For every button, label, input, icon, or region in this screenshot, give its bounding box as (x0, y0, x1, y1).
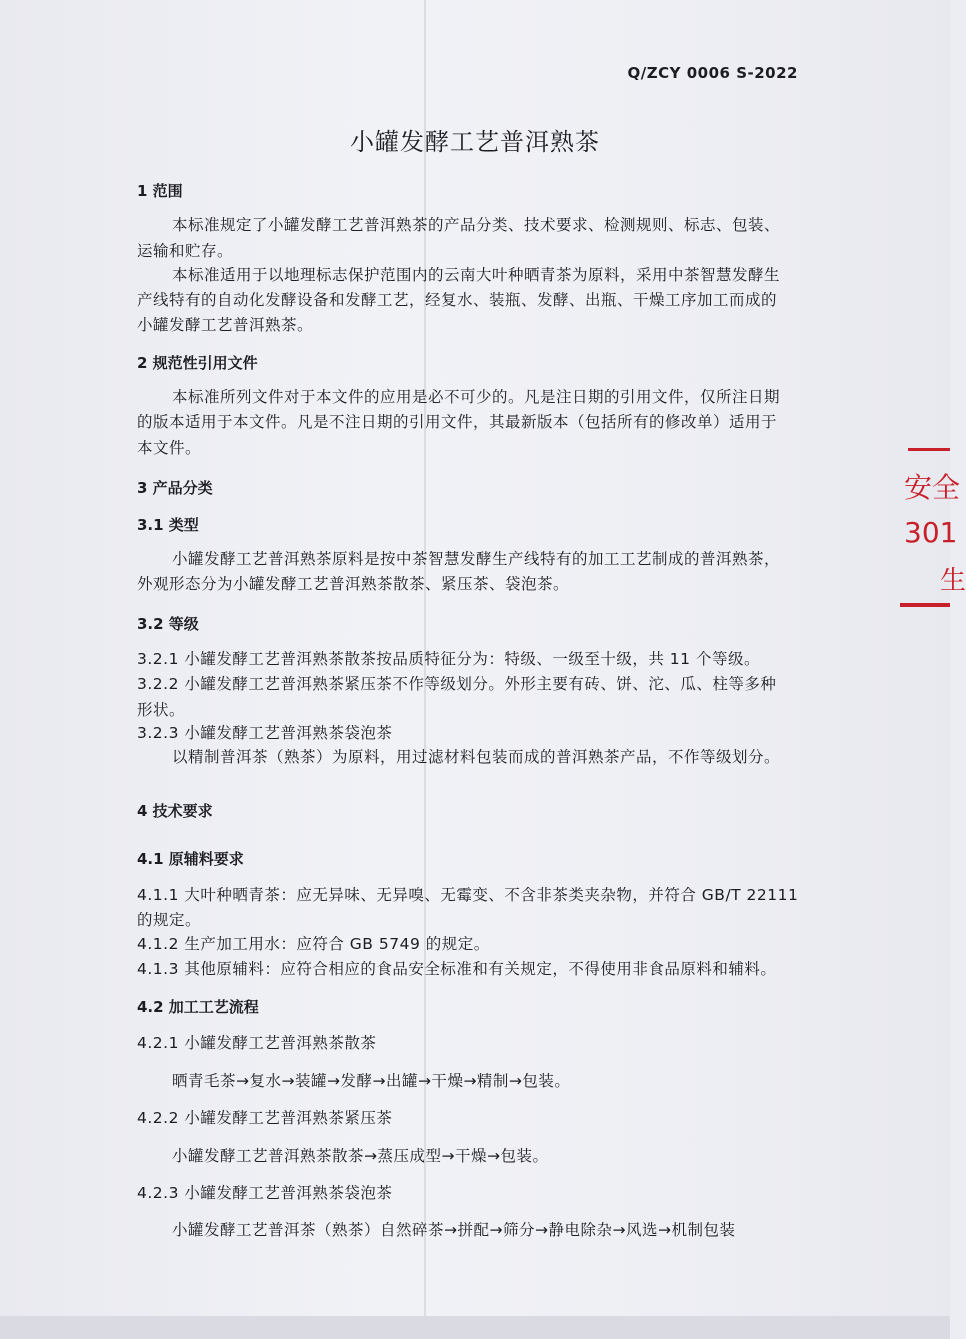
stamp-border-bottom (900, 603, 950, 607)
clause-3-2-3: 3.2.3 小罐发酵工艺普洱熟茶袋泡茶 (137, 724, 393, 742)
clause-4-2-1: 4.2.1 小罐发酵工艺普洱熟茶散茶 (137, 1034, 377, 1052)
paragraph-line: 形状。 (137, 701, 186, 719)
section-3-heading: 3 产品分类 (137, 479, 213, 497)
clause-4-1-2: 4.1.2 生产加工用水：应符合 GB 5749 的规定。 (137, 935, 490, 953)
section-4-heading: 4 技术要求 (137, 802, 213, 820)
paragraph-line: 本标准规定了小罐发酵工艺普洱熟茶的产品分类、技术要求、检测规则、标志、包装、 (172, 216, 781, 234)
process-flow: 小罐发酵工艺普洱茶（熟茶）自然碎茶→拼配→筛分→静电除杂→风选→机制包装 (172, 1221, 736, 1239)
clause-4-2-3: 4.2.3 小罐发酵工艺普洱熟茶袋泡茶 (137, 1184, 393, 1202)
section-1-heading: 1 范围 (137, 182, 183, 200)
clause-4-1-1: 4.1.1 大叶种晒青茶：应无异味、无异嗅、无霉变、不含非茶类夹杂物，并符合 GB/T 22111 (137, 886, 799, 904)
subsection-4-1-heading: 4.1 原辅料要求 (137, 850, 244, 868)
paragraph-line: 产线特有的自动化发酵设备和发酵工艺，经复水、装瓶、发酵、出瓶、干燥工序加工而成的 (137, 291, 778, 309)
stamp-text: 301 (904, 516, 958, 549)
stamp-text: 安全 (904, 471, 961, 504)
process-flow: 晒青毛茶→复水→装罐→发酵→出罐→干燥→精制→包装。 (172, 1072, 571, 1090)
clause-3-2-2: 3.2.2 小罐发酵工艺普洱熟茶紧压茶不作等级划分。外形主要有砖、饼、沱、瓜、柱等多种 (137, 675, 777, 693)
paragraph-line: 本文件。 (137, 439, 202, 457)
red-stamp (900, 448, 966, 610)
subsection-3-2-heading: 3.2 等级 (137, 615, 199, 633)
process-flow: 小罐发酵工艺普洱熟茶散茶→蒸压成型→干燥→包装。 (172, 1147, 549, 1165)
paragraph-line: 以精制普洱茶（熟茶）为原料，用过滤材料包装而成的普洱熟茶产品，不作等级划分。 (172, 748, 781, 766)
paragraph-line: 本标准所列文件对于本文件的应用是必不可少的。凡是注日期的引用文件，仅所注日期 (172, 388, 781, 406)
subsection-3-1-heading: 3.1 类型 (137, 516, 199, 534)
paragraph-line: 小罐发酵工艺普洱熟茶。 (137, 316, 314, 334)
paragraph-line: 本标准适用于以地理标志保护范围内的云南大叶种晒青茶为原料，采用中茶智慧发酵生 (172, 266, 781, 284)
clause-3-2-1: 3.2.1 小罐发酵工艺普洱熟茶散茶按品质特征分为：特级、一级至十级，共 11 个等级。 (137, 650, 760, 668)
paragraph-line: 外观形态分为小罐发酵工艺普洱熟茶散茶、紧压茶、袋泡茶。 (137, 575, 570, 593)
paragraph-line: 的规定。 (137, 911, 202, 929)
paragraph-line: 小罐发酵工艺普洱熟茶原料是按中茶智慧发酵生产线特有的加工工艺制成的普洱熟茶， (172, 550, 781, 568)
page-title: 小罐发酵工艺普洱熟茶 (350, 128, 600, 156)
paragraph-line: 运输和贮存。 (137, 242, 234, 260)
standard-code: Q/ZCY 0006 S-2022 (627, 64, 798, 82)
clause-4-1-3: 4.1.3 其他原辅料：应符合相应的食品安全标准和有关规定，不得使用非食品原料和辅料。 (137, 960, 777, 978)
paragraph-line: 的版本适用于本文件。凡是不注日期的引用文件，其最新版本（包括所有的修改单）适用于 (137, 413, 778, 431)
section-2-heading: 2 规范性引用文件 (137, 354, 258, 372)
clause-4-2-2: 4.2.2 小罐发酵工艺普洱熟茶紧压茶 (137, 1109, 393, 1127)
scan-edge (0, 1316, 950, 1339)
stamp-text: 生 (940, 566, 966, 596)
stamp-border-top (908, 448, 950, 451)
subsection-4-2-heading: 4.2 加工工艺流程 (137, 998, 259, 1016)
